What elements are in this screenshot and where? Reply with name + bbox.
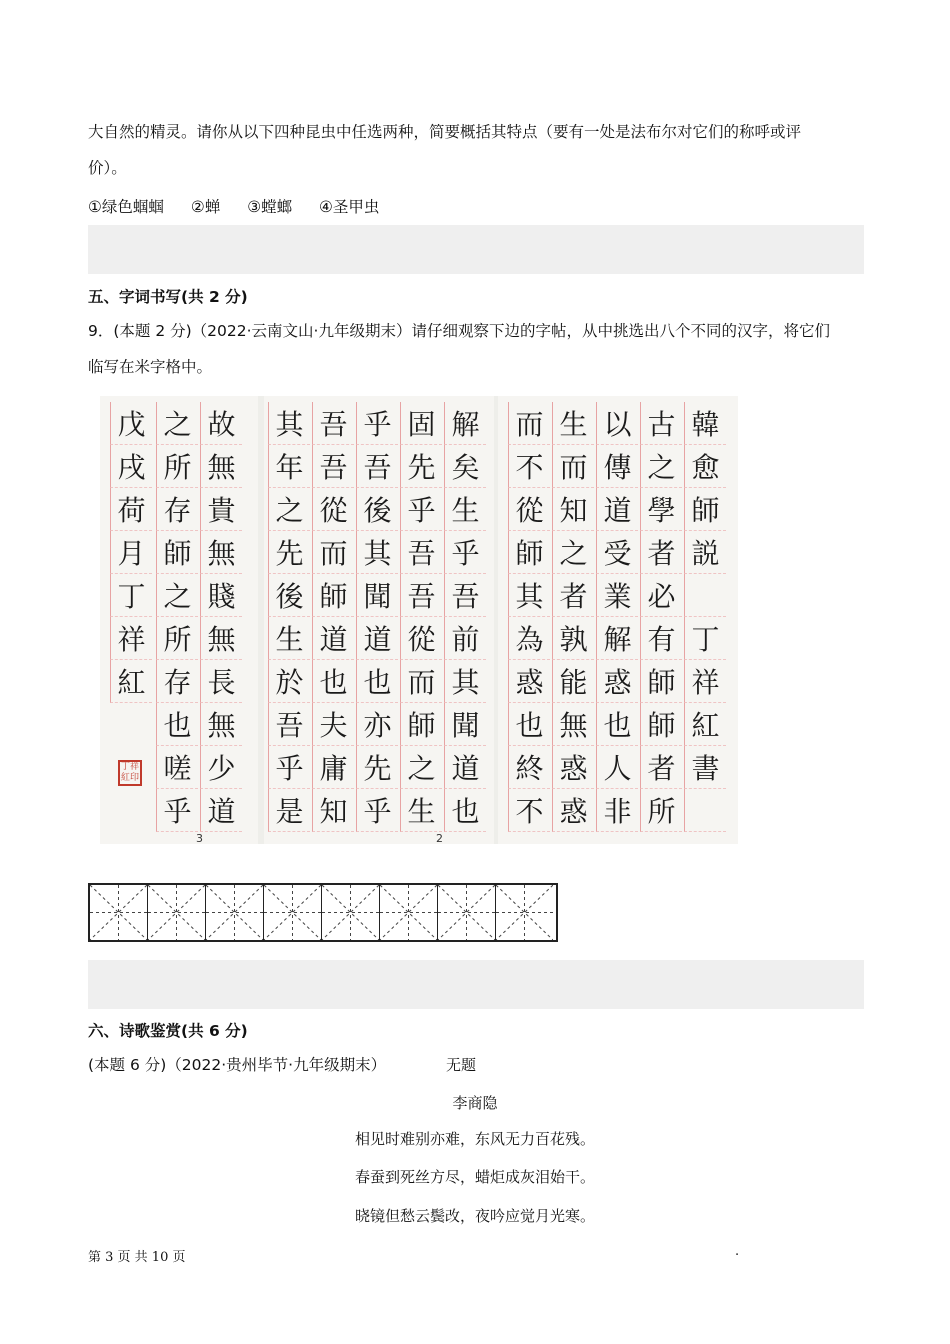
copybook-char: 也: [596, 703, 638, 746]
copybook-char: 道: [356, 617, 398, 660]
copybook-char: 戊: [110, 402, 152, 445]
copybook-char: 學: [640, 488, 682, 531]
copybook-char: 也: [444, 789, 486, 832]
q8-options: [88, 195, 401, 219]
copybook-char: 無: [200, 617, 242, 660]
copybook-char: 業: [596, 574, 638, 617]
copybook-char: 月: [110, 531, 152, 574]
copybook-image: [100, 396, 738, 844]
copybook-char: 受: [596, 531, 638, 574]
copybook-char: 之: [268, 488, 310, 531]
copybook-char: 師: [508, 531, 550, 574]
copybook-char: 是: [268, 789, 310, 832]
copybook-char: 之: [640, 445, 682, 488]
q9-text-line2: 临写在米字格中。: [88, 358, 213, 376]
copybook-char: 先: [356, 746, 398, 789]
copybook-char: 者: [640, 531, 682, 574]
copybook-char: 其: [508, 574, 550, 617]
mizige-grid[interactable]: [88, 883, 558, 942]
copybook-char: 賤: [200, 574, 242, 617]
mizige-cell[interactable]: [148, 885, 206, 940]
copybook-char: 惑: [552, 789, 594, 832]
copybook-char: 長: [200, 660, 242, 703]
mizige-guides: [90, 885, 147, 940]
copybook-char: 乎: [156, 789, 198, 832]
copybook-char: 前: [444, 617, 486, 660]
copybook-char: 紅: [110, 660, 152, 703]
copybook-char: 而: [312, 531, 354, 574]
copybook-char: 年: [268, 445, 310, 488]
copybook-char: 祥: [684, 660, 726, 703]
copybook-char: 惑: [596, 660, 638, 703]
poem-title: 无题: [446, 1056, 477, 1074]
mizige-guides: [322, 885, 379, 940]
mizige-cell[interactable]: [90, 885, 148, 940]
copybook-char: 知: [312, 789, 354, 832]
copybook-char: 不: [508, 445, 550, 488]
copybook-char: 所: [156, 617, 198, 660]
mizige-cell[interactable]: [322, 885, 380, 940]
copybook-char: 道: [444, 746, 486, 789]
poem-line-3: 晓镜但愁云鬓改，夜吟应觉月光寒。: [354, 1207, 595, 1225]
option-1: ①绿色蝈蝈: [88, 198, 164, 216]
copybook-char: 從: [400, 617, 442, 660]
copybook-char: 知: [552, 488, 594, 531]
mizige-guides: [438, 885, 495, 940]
copybook-char: 聞: [356, 574, 398, 617]
copybook-char: 以: [596, 402, 638, 445]
copybook-char: 而: [400, 660, 442, 703]
copybook-char: 吾: [400, 574, 442, 617]
mizige-guides: [148, 885, 205, 940]
copybook-char: 能: [552, 660, 594, 703]
copybook-char: 先: [268, 531, 310, 574]
copybook-char: 無: [200, 703, 242, 746]
copybook-char: 於: [268, 660, 310, 703]
copybook-char: 者: [552, 574, 594, 617]
mizige-guides: [206, 885, 263, 940]
copybook-char: 也: [508, 703, 550, 746]
page-footer: 第 3 页 共 10 页: [88, 1250, 186, 1265]
mizige-cell[interactable]: [264, 885, 322, 940]
copybook-char: 所: [156, 445, 198, 488]
copybook-char: 師: [400, 703, 442, 746]
copybook-char: 吾: [356, 445, 398, 488]
copybook-char: 終: [508, 746, 550, 789]
copybook-char: 者: [640, 746, 682, 789]
copybook-char: 亦: [356, 703, 398, 746]
copybook-char: [684, 574, 726, 617]
copybook-char: 存: [156, 488, 198, 531]
copybook-char: 愈: [684, 445, 726, 488]
page-number-left: 3: [196, 832, 203, 845]
copybook-char: 韓: [684, 402, 726, 445]
copybook-char: 而: [508, 402, 550, 445]
q8-text-line1: 大自然的精灵。请你从以下四种昆虫中任选两种，简要概括其特点（要有一处是法布尔对它们的称呼或评: [88, 123, 802, 141]
copybook-char: 戌: [110, 445, 152, 488]
option-2: ②蝉: [190, 198, 221, 216]
copybook-char: 惑: [552, 746, 594, 789]
copybook-char: 乎: [268, 746, 310, 789]
copybook-char: 而: [552, 445, 594, 488]
copybook-char: 矣: [444, 445, 486, 488]
copybook-middle-panel: [264, 396, 494, 844]
copybook-char: 其: [268, 402, 310, 445]
copybook-char: 惑: [508, 660, 550, 703]
copybook-char: 貴: [200, 488, 242, 531]
copybook-char: 必: [640, 574, 682, 617]
copybook-char: 聞: [444, 703, 486, 746]
copybook-char: 乎: [400, 488, 442, 531]
mizige-cell[interactable]: [206, 885, 264, 940]
copybook-char: 吾: [312, 445, 354, 488]
copybook-char: 從: [312, 488, 354, 531]
copybook-char: 存: [156, 660, 198, 703]
copybook-char: 先: [400, 445, 442, 488]
copybook-char: 庸: [312, 746, 354, 789]
copybook-char: 嗟: [156, 746, 198, 789]
copybook-char: 之: [156, 402, 198, 445]
copybook-char: 後: [356, 488, 398, 531]
mizige-cell[interactable]: [438, 885, 496, 940]
section6-title: 六、诗歌鉴赏(共 6 分): [88, 1022, 248, 1040]
copybook-char: 孰: [552, 617, 594, 660]
copybook-char: 固: [400, 402, 442, 445]
copybook-char: 解: [444, 402, 486, 445]
copybook-char: 從: [508, 488, 550, 531]
copybook-char: 其: [356, 531, 398, 574]
copybook-char: 師: [640, 703, 682, 746]
copybook-char: 之: [156, 574, 198, 617]
red-seal-stamp: 丁祥紅印: [118, 760, 142, 786]
mizige-guides: [380, 885, 437, 940]
copybook-char: 人: [596, 746, 638, 789]
copybook-char: 吾: [268, 703, 310, 746]
copybook-char: 生: [444, 488, 486, 531]
q10-intro: (本题 6 分)（2022·贵州毕节·九年级期末）: [88, 1056, 387, 1074]
copybook-char: 也: [356, 660, 398, 703]
q9-answer-box[interactable]: [88, 960, 864, 1009]
copybook-char: 師: [684, 488, 726, 531]
copybook-char: 也: [156, 703, 198, 746]
copybook-char: 吾: [312, 402, 354, 445]
mizige-guides: [496, 885, 553, 940]
q8-answer-box[interactable]: [88, 225, 864, 274]
copybook-char: 生: [268, 617, 310, 660]
copybook-char: 所: [640, 789, 682, 832]
mizige-cell[interactable]: [496, 885, 554, 940]
copybook-char: 説: [684, 531, 726, 574]
copybook-char: 乎: [356, 789, 398, 832]
copybook-char: 之: [400, 746, 442, 789]
poem-author: 李商隐: [452, 1094, 498, 1112]
copybook-char: 無: [200, 531, 242, 574]
copybook-char: 夫: [312, 703, 354, 746]
copybook-char: 書: [684, 746, 726, 789]
copybook-left-panel: [100, 396, 258, 844]
copybook-char: 無: [552, 703, 594, 746]
option-4: ④圣甲虫: [319, 198, 380, 216]
copybook-char: 道: [596, 488, 638, 531]
section5-title: 五、字词书写(共 2 分): [88, 288, 248, 306]
copybook-char: 之: [552, 531, 594, 574]
copybook-char: 道: [200, 789, 242, 832]
copybook-char: [684, 789, 726, 832]
copybook-char: 丁: [110, 574, 152, 617]
copybook-char: 祥: [110, 617, 152, 660]
copybook-char: 乎: [444, 531, 486, 574]
copybook-char: 師: [156, 531, 198, 574]
copybook-char: 荷: [110, 488, 152, 531]
page-number-middle: 2: [436, 832, 443, 845]
q9-text-line1: 9．(本题 2 分)（2022·云南文山·九年级期末）请仔细观察下边的字帖，从中挑选出八个不同的汉字，将它们: [88, 322, 830, 340]
option-3: ③螳螂: [247, 198, 293, 216]
copybook-char: 不: [508, 789, 550, 832]
copybook-char: 乎: [356, 402, 398, 445]
copybook-char: 師: [640, 660, 682, 703]
copybook-char: 紅: [684, 703, 726, 746]
copybook-char: 解: [596, 617, 638, 660]
copybook-char: 傳: [596, 445, 638, 488]
copybook-char: 無: [200, 445, 242, 488]
copybook-char: 故: [200, 402, 242, 445]
copybook-char: 為: [508, 617, 550, 660]
mizige-cell[interactable]: [380, 885, 438, 940]
copybook-char: 師: [312, 574, 354, 617]
footer-dot: .: [735, 1244, 740, 1259]
copybook-char: 吾: [444, 574, 486, 617]
copybook-char: 其: [444, 660, 486, 703]
copybook-char: 古: [640, 402, 682, 445]
copybook-char: 生: [552, 402, 594, 445]
copybook-char: 吾: [400, 531, 442, 574]
copybook-char: 丁: [684, 617, 726, 660]
copybook-right-panel: [498, 396, 738, 844]
q8-text-line2: 价）。: [88, 159, 127, 177]
mizige-guides: [264, 885, 321, 940]
copybook-char: 有: [640, 617, 682, 660]
copybook-char: 非: [596, 789, 638, 832]
poem-line-1: 相见时难别亦难，东风无力百花残。: [354, 1130, 595, 1148]
copybook-char: 道: [312, 617, 354, 660]
copybook-char: 生: [400, 789, 442, 832]
poem-line-2: 春蚕到死丝方尽，蜡炬成灰泪始干。: [354, 1168, 595, 1186]
copybook-char: 少: [200, 746, 242, 789]
copybook-char: 後: [268, 574, 310, 617]
copybook-char: 也: [312, 660, 354, 703]
